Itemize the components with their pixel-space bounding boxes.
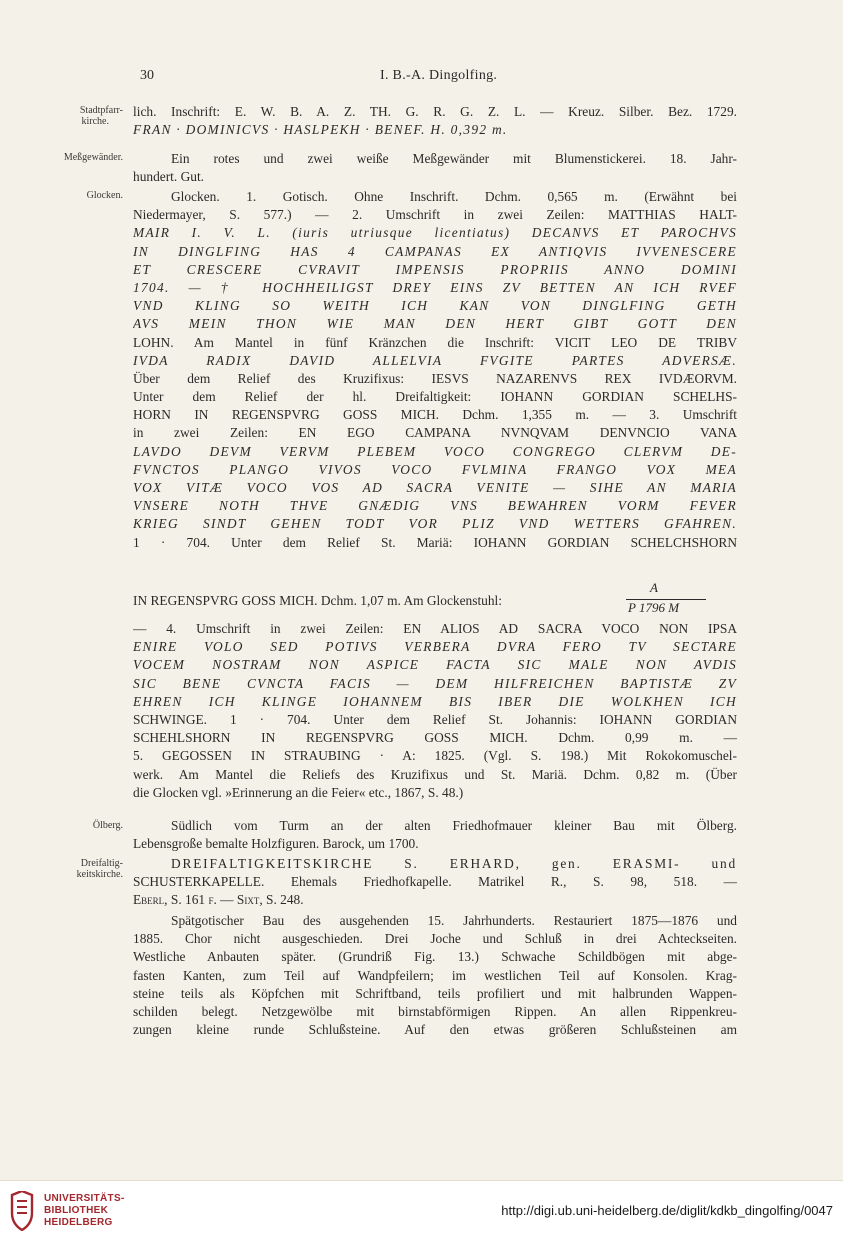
university-library-logo-icon xyxy=(9,1191,35,1231)
viewer-footer xyxy=(0,1180,843,1242)
university-library-logo-text: UNIVERSITÄTS- BIBLIOTHEK HEIDELBERG xyxy=(44,1193,125,1228)
paragraph-baubeschreibung: Spätgotischer Bau des ausgehenden 15. Jahrhunderts. Restauriert 1875—1876 und 1885. Chor nicht ausgeschieden. Drei Joche und Schluß in drei Achteckseiten. Westliche Anbauten später. (Grundriß Fig. 13.) Schwache Schildbögen mit abge- fasten Kanten, zum Teil auf Wandpfeilern; im westlichen Teil auf Konsolen. Krag- steine teils als Köpfchen mit Schriftband, teils profiliert und mit halbrunden Wappen- schilden belegt. Netzgewölbe mit birnstabförmigen Rippen. An allen Rippenkreu- zungen kleine runde Schlußsteine. Auf den etwas größeren Schlußsteinen am xyxy=(133,913,737,1038)
margin-note-oelberg: Ölberg. xyxy=(92,820,123,831)
paragraph-dreifaltigkeitskirche: DREIFALTIGKEITSKIRCHE S. ERHARD, gen. ERASMI- und SCHUSTERKAPELLE. Ehemals Friedhofkapelle. Matrikel R., S. 98, 518. — Eberl, S. 161 f. — Sixt, S. 248. xyxy=(133,856,737,908)
paragraph-glocke-4-5: — 4. Umschrift in zwei Zeilen: EN ALIOS AD SACRA VOCO NON IPSA ENIRE VOLO SED POTIVS VERBERA DVRA FERO TV SECTARE VOCEM NOSTRAM NON ASPICE FACTA SIC MALE NON AVDIS SIC BENE CVNCTA FACIS — DEM HILFREICHEN BAPTISTÆ ZV EHREN ICH KLINGE IOHANNEM BIS IBER DIE WOLKHEN ICH SCHWINGE. 1 · 704. Unter dem Relief St. Johannis: IOHANN GORDIAN SCHEHLSHORN IN REGENSPVRG GOSS MICH. Dchm. 0,99 m. — 5. GEGOSSEN IN STRAUBING · A: 1825. (Vgl. S. 198.) Mit Rokokomuschel- werk. Am Mantel die Reliefs des Kruzifixus und St. Mariä. Dchm. 0,82 m. (Über die Glocken vgl. »Erinnerung an die Feier« etc., 1867, S. 48.) xyxy=(133,621,737,800)
fraction-denominator: P 1796 M xyxy=(628,600,680,615)
page-number: 30 xyxy=(140,68,154,83)
paragraph-messgewaender: Ein rotes und zwei weiße Meßgewänder mit Blumenstickerei. 18. Jahr- hundert. Gut. xyxy=(133,151,737,185)
margin-note-dreifaltigkeitskirche: Dreifaltig- keitskirche. xyxy=(76,858,123,880)
margin-note-messgewaender: Meßgewänder. xyxy=(63,152,123,163)
fraction-numerator: A xyxy=(650,580,658,595)
running-header xyxy=(140,68,740,88)
running-title: I. B.-A. Dingolfing. xyxy=(380,68,498,83)
glockenstuhl-line: IN REGENSPVRG GOSS MICH. Dchm. 1,07 m. Am Glockenstuhl: xyxy=(133,593,503,608)
paragraph-stadtpfarrkirche: lich. Inschrift: E. W. B. A. Z. TH. G. R. G. Z. L. — Kreuz. Silber. Bez. 1729. FRAN · DOMINICVS · HASLPEKH · BENEF. H. 0,392 m. xyxy=(133,104,737,138)
page-url-link[interactable]: http://digi.ub.uni-heidelberg.de/diglit/kdkb_dingolfing/0047 xyxy=(501,1203,833,1218)
paragraph-oelberg: Südlich vom Turm an der alten Friedhofmauer kleiner Bau mit Ölberg. Lebensgroße bemalte Holzfiguren. Barock, um 1700. xyxy=(133,818,737,852)
margin-note-glocken: Glocken. xyxy=(86,190,123,201)
paragraph-glocken: Glocken. 1. Gotisch. Ohne Inschrift. Dchm. 0,565 m. (Erwähnt bei Niedermayer, S. 577.) — 2. Umschrift in zwei Zeilen: MATTHIAS HALT- MAIR I. V. L. (iuris utriusque licentiatus) DECANVS ET PAROCHVS IN DINGLFING HAS 4 CAMPANAS EX ANTIQVIS IVVENESCERE ET CRESCERE CVRAVIT IMPENSIS PROPRIIS ANNO DOMINI 1704. — † HOCHHEILIGST DREY EINS ZV BETTEN AN ICH RVEF VND KLING SO WEITH ICH KAN VON DINGLFING GETH AVS MEIN THON WIE MAN DEN HERT GIBT GOTT DEN LOHN. Am Mantel in fünf Kränzchen die Inschrift: VICIT LEO DE TRIBV IVDA RADIX DAVID ALLELVIA FVGITE PARTES ADVERSÆ. Über dem Relief des Kruzifixus: IESVS NAZARENVS REX IVDÆORVM. Unter dem Relief der hl. Dreifaltigkeit: IOHANN GORDIAN SCHELHS- HORN IN REGENSPVRG GOSS MICH. Dchm. 1,355 m. — 3. Umschrift in zwei Zeilen: EN EGO CAMPANA NVNQVAM DENVNCIO VANA LAVDO DEVM VERVM PLEBEM VOCO CONGREGO CLERVM DE- FVNCTOS PLANGO VIVOS VOCO FVLMINA FRANGO VOX MEA VOX VITÆ VOCO VOS AD SACRA VENITE — SIHE AN MARIA VNSERE NOTH THVE GNÆDIG VNS BEWAHREN VORM FEVER KRIEG SINDT GEHEN TODT VOR PLIZ VND WETTERS GFAHREN. 1 · 704. Unter dem Relief St. Mariä: IOHANN GORDIAN SCHELCHSHORN xyxy=(133,189,737,550)
margin-note-stadtpfarrkirche: Stadtpfarr- kirche. xyxy=(79,105,123,127)
